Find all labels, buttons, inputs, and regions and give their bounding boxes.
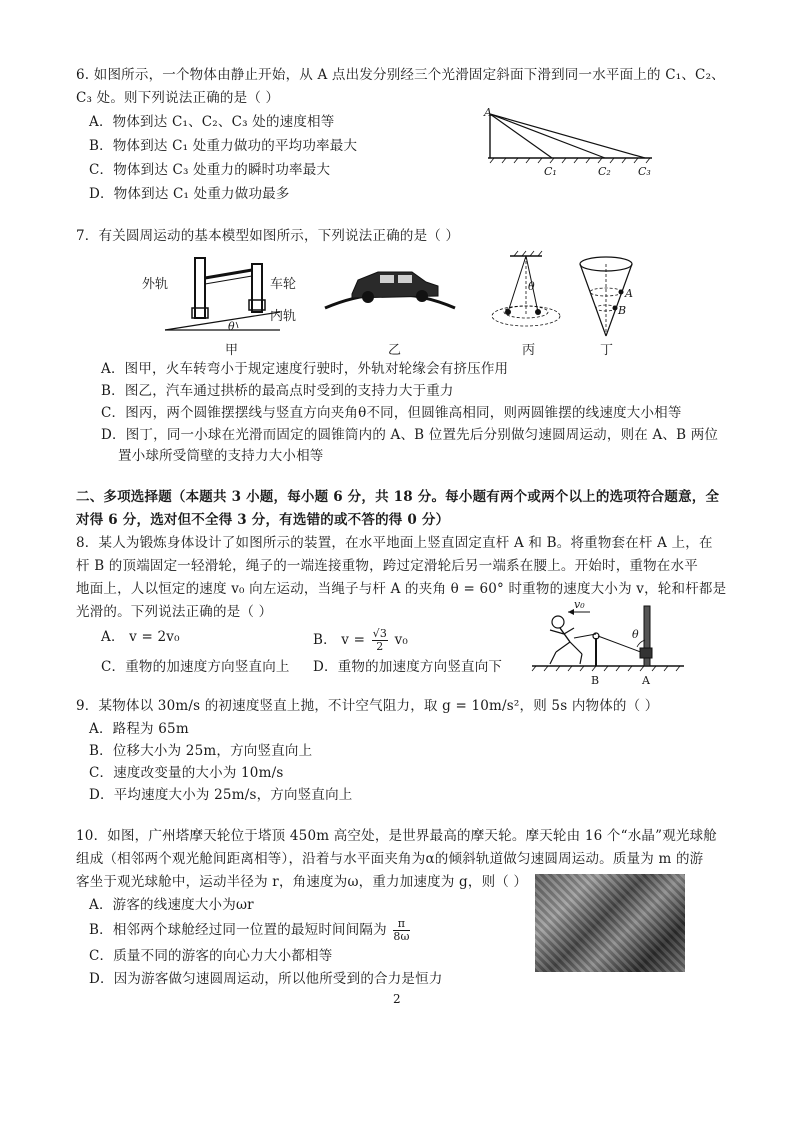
q8-option-a: A． v = 2v₀ — [101, 629, 180, 645]
q8-option-b-denominator: 2 — [376, 640, 384, 653]
q6-stem-line2: C₃ 处。则下列说法正确的是（ ） — [76, 90, 280, 106]
q7-label-wheel: 车轮 — [270, 277, 297, 292]
section2-heading-line1: 二、多项选择题（本题共 3 小题，每小题 6 分，共 18 分。每小题有两个或两个以上的选项符合题意，全 — [76, 489, 720, 505]
ferris-wheel-photo — [535, 874, 685, 972]
q8-stem-line1: 8．某人为锻炼身体设计了如图所示的装置，在水平地面上竖直固定直杆 A 和 B。将重物套在杆 A 上，在 — [76, 535, 713, 551]
q8-label-a: A — [642, 674, 650, 687]
q10-option-b-denominator: 8ω — [393, 930, 410, 943]
q7-option-c: C．图丙，两个圆锥摆摆线与竖直方向夹角θ不同，但圆锥高相同，则两圆锥摆的线速度大小相等 — [101, 405, 682, 421]
q8-option-b-numerator: √3 — [372, 627, 388, 640]
q7-caption-jia: 甲 — [225, 343, 239, 358]
q8-figure — [528, 598, 688, 688]
q7-label-theta-jia: θ — [228, 320, 235, 333]
q9-option-a: A．路程为 65m — [89, 721, 189, 737]
q8-option-d: D．重物的加速度方向竖直向下 — [313, 659, 503, 675]
q10-option-b-numerator: π — [393, 918, 409, 931]
q7-label-theta-bing: θ — [528, 280, 535, 293]
section2-heading-line2: 对得 6 分，选对但不全得 3 分，有选错的或不答的得 0 分） — [76, 512, 450, 528]
q10-option-d: D．因为游客做匀速圆周运动，所以他所受到的合力是恒力 — [89, 971, 443, 987]
q7-label-b: B — [618, 304, 627, 317]
q6-option-a: A．物体到达 C₁、C₂、C₃ 处的速度相等 — [89, 114, 335, 130]
q8-stem-line4: 光滑的。下列说法正确的是（ ） — [76, 604, 273, 620]
q7-option-d-line1: D．图丁，同一小球在光滑而固定的圆锥筒内的 A、B 位置先后分别做匀速圆周运动，则在 A、B 两位 — [101, 427, 719, 443]
q9-option-d: D．平均速度大小为 25m/s，方向竖直向上 — [89, 787, 353, 803]
q8-option-b-suffix: v₀ — [394, 632, 409, 648]
q6-option-b: B．物体到达 C₁ 处重力做功的平均功率最大 — [89, 138, 358, 154]
q6-label-a: A — [484, 108, 492, 119]
q8-option-c: C．重物的加速度方向竖直向上 — [101, 659, 290, 675]
q6-option-c: C．物体到达 C₃ 处重力的瞬时功率最大 — [89, 162, 331, 178]
q8-option-b-prefix: B． v = — [313, 632, 366, 648]
q10-stem-line3: 客坐于观光球舱中，运动半径为 r，角速度为ω，重力加速度为 g，则（ ） — [76, 874, 528, 890]
q10-stem-line2: 组成（相邻两个观光舱间距离相等），沿着与水平面夹角为α的倾斜轨道做匀速圆周运动。质量为 m 的游 — [76, 851, 704, 867]
q10-option-b — [89, 918, 412, 943]
q10-option-b-fraction — [393, 918, 409, 943]
q10-option-b-prefix: B．相邻两个球舱经过同一位置的最短时间间隔为 — [89, 922, 387, 938]
q7-fig-jia — [142, 258, 296, 358]
q7-caption-yi: 乙 — [388, 343, 402, 358]
q6-label-c3: C₃ — [638, 165, 651, 178]
q8-label-b: B — [591, 674, 600, 687]
q7-option-b: B．图乙，汽车通过拱桥的最高点时受到的支持力大于重力 — [101, 383, 454, 399]
q7-stem: 7．有关圆周运动的基本模型如图所示，下列说法正确的是（ ） — [76, 228, 460, 244]
q7-fig-bing — [492, 251, 560, 358]
q6-slope-c2 — [490, 114, 605, 158]
q8-option-b — [313, 628, 408, 653]
q7-label-inner-rail: 内轨 — [270, 309, 297, 324]
q6-label-c2: C₂ — [598, 165, 611, 178]
q10-option-c: C．质量不同的游客的向心力大小都相等 — [89, 948, 333, 964]
q7-caption-ding: 丁 — [600, 343, 614, 358]
q7-caption-bing: 丙 — [522, 343, 536, 358]
q7-label-a: A — [625, 287, 633, 300]
q6-slope-c3 — [490, 114, 645, 158]
q8-option-b-fraction — [372, 628, 388, 653]
page-number: 2 — [393, 992, 401, 1006]
q10-stem-line1: 10．如图，广州塔摩天轮位于塔顶 450m 高空处，是世界最高的摩天轮。摩天轮由 16 个“水晶”观光球舱 — [76, 828, 717, 844]
q6-slope-c1 — [490, 114, 552, 158]
q6-incline-figure — [480, 108, 660, 180]
q7-fig-yi — [325, 272, 455, 358]
q9-option-c: C．速度改变量的大小为 10m/s — [89, 765, 284, 781]
q6-option-d: D．物体到达 C₁ 处重力做功最多 — [89, 186, 290, 202]
q10-option-a: A．游客的线速度大小为ωr — [89, 897, 254, 913]
q7-label-outer-rail: 外轨 — [142, 277, 169, 292]
q9-stem: 9．某物体以 30m/s 的初速度竖直上抛，不计空气阻力，取 g = 10m/s²，则 5s 内物体的（ ） — [76, 698, 659, 714]
q8-label-v0: v₀ — [574, 598, 585, 611]
q6-stem-line1: 6. 如图所示，一个物体由静止开始，从 A 点出发分别经三个光滑固定斜面下滑到同一水平面上的 C₁、C₂、 — [76, 67, 725, 83]
q8-stem-line3: 地面上，人以恒定的速度 v₀ 向左运动，当绳子与杆 A 的夹角 θ = 60° 时重物的速度大小为 v，轮和杆都是 — [76, 581, 727, 597]
q8-label-theta: θ — [632, 628, 639, 641]
q7-option-d-line2: 置小球所受筒壁的支持力大小相等 — [118, 448, 324, 464]
q8-stem-line2: 杆 B 的顶端固定一轻滑轮，绳子的一端连接重物，跨过定滑轮后另一端系在腰上。开始时，重物在水平 — [76, 558, 698, 574]
q9-option-b: B．位移大小为 25m，方向竖直向上 — [89, 743, 313, 759]
q7-option-a: A．图甲，火车转弯小于规定速度行驶时，外轨对轮缘会有挤压作用 — [101, 361, 509, 377]
q7-figures — [130, 250, 650, 360]
q7-fig-ding — [580, 257, 633, 358]
q6-label-c1: C₁ — [544, 165, 557, 178]
